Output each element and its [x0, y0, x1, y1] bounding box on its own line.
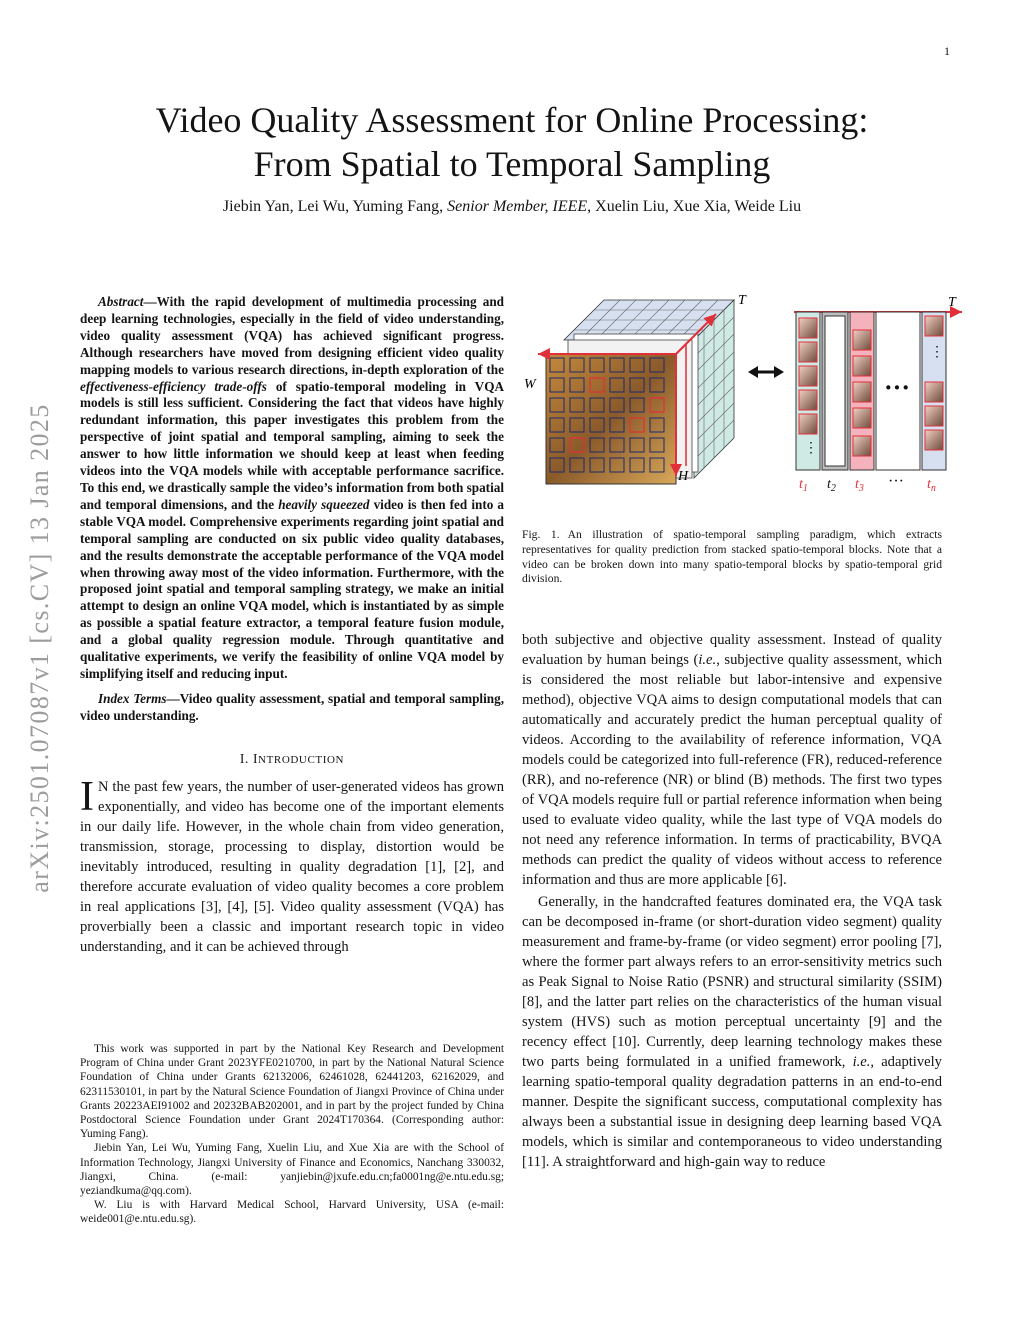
left-column: [80, 294, 504, 957]
label-tn: $t_n$: [927, 477, 936, 494]
intro-text: N the past few years, the number of user-generated videos has grown exponentially, and video has become one of the important elements in our daily life. However, in the whole chain from video generation, transmission, storage, processing to display, distortion would be inevitably introduced, resulting in quality degradation [1], [2], and therefore accurate evaluation of video quality becomes a core problem in real applications [3], [4], [5]. Video quality assessment (VQA) has proverbially been a classic and important research topic in video understanding, and it can be achieved through: [80, 778, 504, 955]
strip-t2: [825, 316, 845, 466]
abstract-text-1: —With the rapid development of multimedia processing and deep learning technologies, especially in the field of video understanding, video quality assessment (VQA) has achieved significant progress. Although researchers have moved from designing efficient video quality mapping models to various research directions, in-depth exploration of the: [80, 294, 504, 377]
right-paragraph-1: [522, 630, 942, 890]
strip-tn-thumb-3: [925, 406, 943, 426]
strip-tn-thumb-2: [925, 382, 943, 402]
cube-stack: [524, 293, 747, 484]
label-W: W: [524, 377, 536, 392]
spatio-temporal-diagram: [516, 290, 964, 506]
paper-title: [80, 98, 944, 186]
section-title-initial: I: [252, 750, 259, 766]
label-t3: $t_3$: [855, 477, 864, 494]
strip-t1-thumb-4: [799, 390, 817, 410]
title-line-1: Video Quality Assessment for Online Processing:: [155, 100, 869, 140]
right-paragraph-2: [522, 892, 942, 1172]
front-frame: [546, 354, 676, 484]
figure-caption-label: Fig. 1.: [522, 528, 560, 541]
label-t2: $t_2$: [827, 477, 836, 494]
strip-ellipsis: ···: [884, 373, 911, 402]
strip-t1-thumb-2: [799, 342, 817, 362]
page-number: 1: [944, 44, 950, 58]
footnote: [80, 1042, 504, 1227]
section-numeral: I.: [239, 750, 253, 766]
right-p1-text-b: , subjective quality assessment, which is considered the most reliable but labor-intensive and expensive method), objective VQA aims to design computational models that can automatically and accurately predict the human perceptual quality of videos. According to the availability of reference information, VQA models could be categorized into full-reference (FR), reduced-reference (RR), and no-reference (NR) or blind (B) methods. The first two types of VQA models require full or partial reference information when being used to evaluate video quality, while the last type of VQA models do not need any reference information. In terms of practicability, BVQA methods can predict the quality of videos without access to reference information and thus are more applicable [6].: [522, 652, 943, 888]
figure-caption-text: An illustration of spatio-temporal sampling paradigm, which extracts representatives for quality prediction from stacked spatio-temporal blocks. Note that a video can be broken down into many spatio-temporal blocks by spatio-temporal grid division.: [522, 528, 943, 586]
strip-t1-thumb-3: [799, 366, 817, 386]
abstract-emphasis-1: effectiveness-efficiency trade-offs: [80, 378, 267, 394]
arxiv-identifier-stamp[interactable]: arXiv:2501.07087v1 [cs.CV] 13 Jan 2025: [25, 403, 54, 893]
right-p2-text-b: , adaptively learning spatio-temporal quality degradation patterns in an end-to-end manner. Despite the significant success, computational complexity has always been a substantial issue in designing deep learning based VQA models, which is similar and contemporaneous to video understanding [11]. A straightforward and high-gain way to reduce: [522, 1054, 942, 1170]
right-p2-ie: i.e.: [852, 1054, 871, 1070]
abstract-text-2: of spatio-temporal modeling in VQA models is still less sufficient. Considering the fact that videos have highly redundant information, this paper investigates this problem from the perspective of joint spatial and temporal sampling, aiming to seek the answer to how little information we should keep at least when feeding videos into the VQA models while with acceptable performance sacrifice. To this end, we drastically sample the video’s information from both spatial and temporal dimensions, and the: [80, 378, 504, 512]
index-terms-text: —Video quality assessment, spatial and temporal sampling, video understanding.: [80, 690, 504, 723]
label-t-ellipsis: ···: [888, 473, 904, 490]
right-column: [522, 630, 942, 1172]
strip-t1-thumb-5: [799, 414, 817, 434]
figure-1: [516, 290, 964, 506]
right-p1-text-a: both subjective and objective quality assessment. Instead of quality evaluation by human beings (: [522, 632, 942, 668]
strip-t3-thumb-2: [853, 356, 871, 376]
authors-membership: Senior Member, IEEE: [447, 198, 588, 215]
abstract-text-3: video is then fed into a stable VQA model. Comprehensive experiments regarding joint spatial and temporal sampling are conducted on six public video quality databases, and the results demonstrate the acceptable performance of the VQA model when throwing away most of the video information. Furthermore, with the proposed joint spatial and temporal sampling strategy, we make an initial attempt to design an online VQA model, which is instantiated by as simple as possible a spatial feature extractor, a temporal feature fusion module, and a global quality regression module. Through quantitative and qualitative experiments, we verify the feasibility of online VQA model by simplifying itself and reducing input.: [80, 496, 504, 681]
author-list: [80, 198, 944, 216]
strip-tn-thumb-1: [925, 316, 943, 336]
label-t1: $t_1$: [799, 477, 808, 494]
label-T-cube: T: [738, 293, 746, 308]
footnote-funding: This work was supported in part by the National Key Research and Development Program of China under Grant 2023YFE0210700, in part by the National Natural Science Foundation of China under Grants 62132006, 62461028, 62441203, 62162029, and 62311530101, in part by the Natural Science Foundation of Jiangxi Province of China under Grants 20223AEI91002 and 20232BAB202001, and in part by the project funded by China Postdoctoral Science Foundation under Grant 2024T170364. (Corresponding author: Yuming Fang).: [80, 1043, 504, 1141]
strip-tn-thumb-4: [925, 430, 943, 450]
abstract-label: Abstract: [98, 294, 144, 309]
footnote-affiliation-2: W. Liu is with Harvard Medical School, Harvard University, USA (e-mail: weide001@e.ntu.edu.sg).: [80, 1199, 504, 1226]
label-T-strip: T: [948, 295, 956, 310]
right-p2-text-a: Generally, in the handcrafted features dominated era, the VQA task can be decomposed in-frame (or short-duration video segment) quality measurement and frame-by-frame (or video segment) error pooling [7], where the former part always refers to an error-sensitivity metrics such as Peak Signal to Noise Ratio (PSNR) and structural similarity (SSIM) [8], and the latter part relies on the characteristics of the human visual system (HVS) such as motion perceptual uncertainty [9] and the recency effect [10]. Currently, deep learning technology makes these two parts being formulated in a unified framework,: [522, 894, 942, 1070]
authors-part-2: , Xuelin Liu, Xue Xia, Weide Liu: [587, 198, 802, 215]
index-terms: [80, 691, 504, 725]
footnote-affiliation: Jiebin Yan, Lei Wu, Yuming Fang, Xuelin Liu, and Xue Xia are with the School of Information Technology, Jiangxi University of Finance and Economics, Nanchang 330032, Jiangxi, China. (e-mail: yanjiebin@jxufe.edu.cn;fa0001ng@e.ntu.edu.sg; yeziandkuma@qq.com).: [80, 1142, 504, 1198]
strip-t3-thumb-5: [853, 436, 871, 456]
strip-t3-thumb-1: [853, 330, 871, 350]
strip-t1-thumb-1: [799, 318, 817, 338]
authors-part-1: Jiebin Yan, Lei Wu, Yuming Fang,: [222, 198, 448, 215]
label-H: H: [678, 469, 689, 484]
intro-paragraph: [80, 773, 504, 957]
temporal-strips: [794, 295, 962, 494]
section-title-rest: NTRODUCTION: [258, 753, 345, 766]
figure-caption: [522, 528, 942, 587]
right-p1-ie: i.e.: [698, 652, 717, 668]
equivalence-arrow: [748, 366, 784, 378]
title-line-2: From Spatial to Temporal Sampling: [253, 144, 771, 184]
strip-t3-thumb-4: [853, 408, 871, 428]
strip-tn-dots: ⋮: [930, 345, 944, 360]
drop-cap: I: [80, 773, 94, 820]
index-terms-label: Index Terms: [98, 690, 167, 706]
strip-t3-thumb-3: [853, 382, 871, 402]
abstract: [80, 294, 504, 683]
section-heading-introduction: [80, 751, 504, 767]
abstract-emphasis-2: heavily squeezed: [278, 496, 370, 512]
strip-t1-dots: ⋮: [804, 441, 818, 456]
